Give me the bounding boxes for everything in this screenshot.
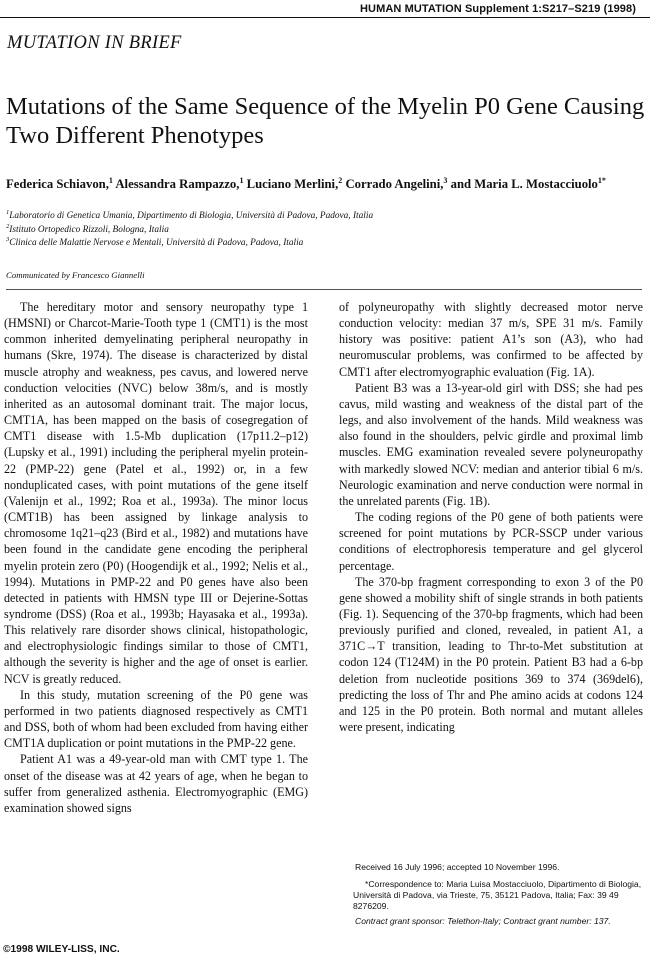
paragraph-continued: of polyneuropathy with slightly decreased motor nerve conduction velocity: median 37 m/s, SPE 31 m/s. Family history was positive: patient A1’s son (A3), who had neuromuscular problems, was confirmed to be affected by CMT1 after electromyographic evaluation (Fig. 1A). (339, 300, 643, 379)
body-column-left (4, 299, 308, 816)
author-affiliation-mark: 3 (443, 175, 448, 185)
paragraph: In this study, mutation screening of the P0 gene was performed in two patients diagnosed respectively as CMT1 and DSS, both of whom had been excluded from having either CMT1A duplication or point mutations in the PMP-22 gene. (4, 687, 308, 751)
correspondence-note: *Correspondence to: Maria Luisa Mostacciuolo, Dipartimento di Biologia, Università di Padova, via Trieste, 75, 35121 Padova, Italia; Fax: 39 49 8276209. (353, 879, 642, 911)
paragraph: Patient B3 was a 13-year-old girl with DSS; she had pes cavus, mild wasting and weakness of the distal part of the legs, and also involvement of the hands. Mild weakness was also found in the shoulders, pelvic girdle and proximal limb muscles. EMG examination revealed severe polyneuropathy with markedly slowed NCV: median and anterior tibial 6 m/s. Neurologic examination and nerve conduction were normal in the unrelated parents (Fig. 1B). (339, 380, 643, 508)
header-divider (6, 289, 642, 290)
journal-citation: HUMAN MUTATION Supplement 1:S217–S219 (1998) (360, 3, 636, 15)
author-affiliation-mark: 1* (597, 175, 606, 185)
copyright: ©1998 WILEY-LISS, INC. (3, 944, 120, 955)
author: Alessandra Rampazzo, (115, 177, 240, 191)
paragraph: The 370-bp fragment corresponding to exon 3 of the P0 gene showed a mobility shift of single strands in both patients (Fig. 1). Sequencing of the 370-bp fragments, which had been previously purified and cloned, revealed, in patient A1, a 371C→T transition, leading to Thr-to-Met substitution at codon 124 (T124M) in the P0 protein. Patient B3 had a 6-bp deletion from nucleotide positions 369 to 374 (369del6), predicting the loss of Thr and Phe amino acids at codons 124 and 125 in the P0 protein. Both normal and mutant alleles were present, indicating (339, 574, 643, 735)
paragraph: The coding regions of the P0 gene of both patients were screened for point mutations by PCR-SSCP under various conditions of electrophoresis temperature and gel glycerol percentage. (339, 510, 643, 573)
affiliation: $^1$Laboratorio di Genetica Umania, Dipartimento di Biologia, Università di Padova, Padova, Italia (6, 208, 374, 221)
body-column-right (339, 299, 643, 735)
author-affiliation-mark: 1 (239, 175, 244, 185)
author-list (6, 176, 644, 193)
author-affiliation-mark: 1 (108, 175, 113, 185)
paragraph: The hereditary motor and sensory neuropathy type 1 (HMSNI) or Charcot-Marie-Tooth type 1 (CMT1) is the most common inherited demyelinating peripheral neuropathy in humans (Skre, 1974). The disease is characterized by distal muscle atrophy and weakness, pes cavus, and lowered nerve conduction velocities (NVC) below 38m/s, and is mostly inherited as an autosomal dominant trait. The major locus, CMT1A, has been mapped on the basis of cosegregation of CMT1 disease with 1.5-Mb duplication (17p11.2–p12) (Lupsky et al., 1991) including the peripheral myelin protein-22 (PMP-22) gene (Patel et al., 1992) or, in a few nonduplicated cases, with point mutations of the gene itself (Valenijn et al., 1992; Roa et al., 1993a). The minor locus (CMT1B) has been assigned by linkage analysis to chromosome 1q21–q23 (Bird et al., 1982) and mutations have been found in the candidate gene encoding the peripheral myelin protein zero (P0) (Hoogendijk et al., 1992; Nelis et al., 1994). Mutations in PMP-22 and P0 genes have also been detected in patients with HMSN type III or Dejerine-Sottas syndrome (DSS) (Roa et al., 1993b; Hayasaka et al., 1993a). This relatively rare disorder shows clinical, histopathologic, and electrophysiologic findings similar to those of CMT1, although the severity is higher and the age of onset is earlier. NCV is greatly reduced. (4, 300, 308, 686)
article-title: Mutations of the Same Sequence of the Myelin P0 Gene Causing Two Different Phenotypes (6, 93, 645, 149)
author: Federica Schiavon, (6, 177, 109, 191)
affiliation-list (6, 210, 644, 251)
author: Corrado Angelini, (345, 177, 444, 191)
author: and Maria L. Mostacciuolo (450, 177, 598, 191)
header-rule (0, 17, 650, 18)
affiliation: $^3$Clinica delle Malattie Nervose e Mentali, Università di Padova, Padova, Italia (6, 235, 304, 248)
grant-note: Contract grant sponsor: Telethon-Italy; Contract grant number: 137. (355, 916, 611, 926)
paragraph: Patient A1 was a 49-year-old man with CMT type 1. The onset of the disease was at 42 years of age, when he began to suffer from generalized asthenia. Electromyographic (EMG) examination showed signs (4, 752, 308, 815)
author: Luciano Merlini, (246, 177, 339, 191)
footnotes (353, 862, 643, 931)
communicated-by: Communicated by Francesco Giannelli (6, 270, 145, 280)
received-date: Received 16 July 1996; accepted 10 November 1996. (355, 862, 560, 872)
author-affiliation-mark: 2 (338, 175, 343, 185)
affiliation: $^2$Istituto Ortopedico Rizzoli, Bologna, Italia (6, 222, 169, 235)
section-label: MUTATION IN BRIEF (7, 33, 182, 53)
